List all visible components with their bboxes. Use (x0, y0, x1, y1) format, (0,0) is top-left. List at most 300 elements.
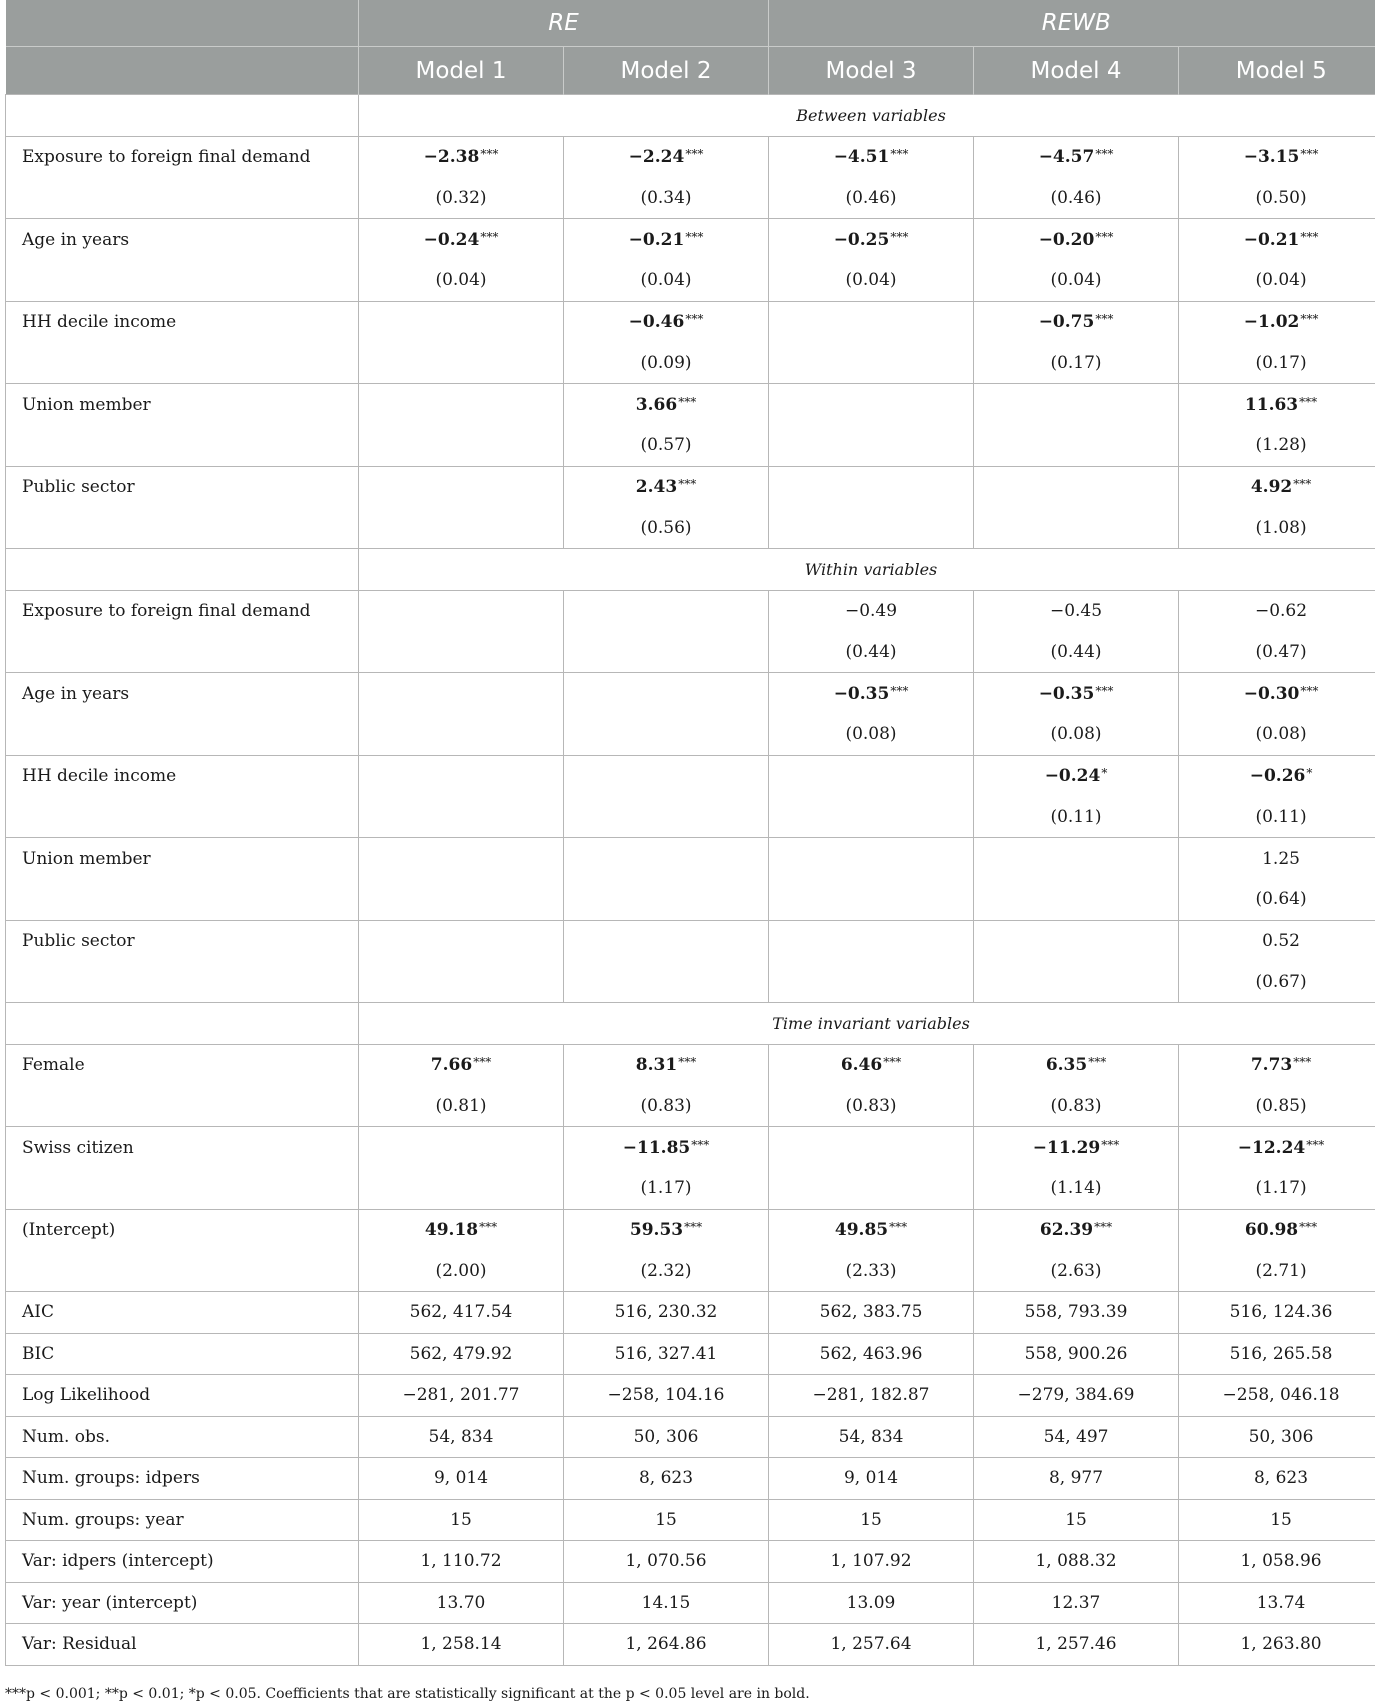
se-cell (359, 962, 564, 1003)
stat-cell (564, 1292, 769, 1334)
stat-row (6, 1416, 1375, 1458)
se-row (6, 962, 1375, 1003)
row-label-cell (6, 1375, 359, 1417)
row-label: AIC (22, 1302, 54, 1323)
se-value: (0.08) (1255, 724, 1307, 745)
se-value: (0.11) (1050, 806, 1102, 827)
se-cell (1179, 962, 1375, 1003)
significance-stars: *** (1299, 1220, 1318, 1234)
row-label-cell (6, 1127, 359, 1169)
se-value: (0.67) (1255, 971, 1307, 992)
stat-value: 13.09 (846, 1592, 896, 1613)
group-header-row (6, 0, 1375, 47)
se-value: (0.04) (1255, 270, 1307, 291)
header-blank (6, 0, 359, 47)
model-header: Model 4 (974, 47, 1179, 95)
stat-cell (359, 1624, 564, 1666)
significance-stars: * (1101, 766, 1108, 780)
row-label-cell (6, 590, 359, 632)
coef-cell (769, 920, 974, 962)
stat-value: −279, 384.69 (1017, 1385, 1135, 1406)
stat-value: 8, 623 (638, 1468, 694, 1489)
row-label: Var: year (intercept) (22, 1592, 198, 1613)
row-label: Var: idpers (intercept) (22, 1551, 214, 1572)
coef-cell (564, 1127, 769, 1169)
coef-cell (974, 1127, 1179, 1169)
se-cell (974, 879, 1179, 920)
se-value: (0.85) (1255, 1095, 1307, 1116)
se-cell (564, 425, 769, 466)
se-cell (1179, 260, 1375, 301)
stat-cell (974, 1375, 1179, 1417)
se-cell (1179, 178, 1375, 219)
se-cell (769, 797, 974, 838)
significance-stars: *** (1306, 1137, 1325, 1152)
se-value: (0.32) (435, 187, 487, 208)
stat-cell (359, 1292, 564, 1334)
significance-stars: *** (1088, 1055, 1107, 1069)
coef-cell (769, 301, 974, 343)
coef-value: 1.25 (1262, 848, 1300, 869)
se-cell (359, 1086, 564, 1127)
coef-cell (769, 755, 974, 797)
se-value: (0.57) (640, 435, 692, 456)
row-label-cell (6, 1499, 359, 1541)
row-label-spacer (6, 1251, 359, 1292)
stat-row (6, 1499, 1375, 1541)
significance-stars: *** (685, 312, 704, 326)
stat-cell (769, 1292, 974, 1334)
stat-value: 50, 306 (1248, 1426, 1314, 1447)
stat-cell (974, 1333, 1179, 1375)
section-title: Within variables (804, 559, 938, 579)
coef-cell (564, 301, 769, 343)
stat-cell (1179, 1416, 1375, 1458)
regression-table (5, 0, 1375, 1666)
stat-cell (769, 1582, 974, 1624)
coef-cell (974, 301, 1179, 343)
se-cell (564, 343, 769, 384)
coef-cell (564, 673, 769, 715)
stat-cell (359, 1582, 564, 1624)
row-label-cell (6, 1458, 359, 1500)
se-value: (0.44) (1050, 641, 1102, 662)
table-body (6, 95, 1375, 1666)
se-value: (0.04) (435, 270, 487, 291)
coef-value: 7.66 (430, 1055, 473, 1075)
coef-value: −1.02 (1243, 312, 1300, 332)
coef-row (6, 384, 1375, 426)
se-row (6, 1251, 1375, 1292)
se-cell (359, 178, 564, 219)
coef-cell (1179, 466, 1375, 508)
stat-cell (974, 1499, 1179, 1541)
coef-cell (769, 673, 974, 715)
stat-cell (1179, 1499, 1375, 1541)
section-blank-cell (6, 95, 359, 137)
coef-cell (564, 590, 769, 632)
row-label-cell (6, 384, 359, 426)
stat-value: 516, 265.58 (1229, 1343, 1333, 1364)
se-row (6, 178, 1375, 219)
stat-value: 15 (450, 1509, 472, 1530)
se-cell (1179, 714, 1375, 755)
coef-value: 49.85 (834, 1220, 889, 1240)
row-label-spacer (6, 879, 359, 920)
coef-row (6, 1209, 1375, 1251)
se-cell (564, 879, 769, 920)
coef-cell (769, 219, 974, 261)
se-row (6, 425, 1375, 466)
se-cell (769, 632, 974, 673)
se-row (6, 797, 1375, 838)
stat-value: −281, 182.87 (812, 1385, 930, 1406)
coef-value: −0.24 (423, 229, 480, 250)
stat-value: 14.15 (641, 1592, 691, 1613)
stat-row (6, 1458, 1375, 1500)
significance-stars: *** (685, 147, 704, 161)
row-label: Exposure to foreign final demand (22, 601, 311, 621)
row-label: Num. groups: year (22, 1509, 184, 1530)
se-value: (2.32) (640, 1260, 692, 1281)
coef-cell (974, 1044, 1179, 1086)
coef-cell (564, 466, 769, 508)
group-header-re: RE (359, 0, 769, 47)
significance-stars: *** (889, 1220, 908, 1234)
coef-cell (564, 1044, 769, 1086)
se-cell (974, 797, 1179, 838)
se-value: (0.11) (1255, 806, 1307, 827)
coef-cell (769, 384, 974, 426)
row-label-spacer (6, 1086, 359, 1127)
se-cell (359, 879, 564, 920)
se-value: (1.17) (1255, 1178, 1307, 1199)
section-row (6, 549, 1375, 591)
se-cell (974, 343, 1179, 384)
coef-cell (1179, 920, 1375, 962)
coef-cell (974, 755, 1179, 797)
stat-cell (564, 1624, 769, 1666)
stat-cell (359, 1416, 564, 1458)
coef-cell (564, 219, 769, 261)
stat-value: 558, 900.26 (1024, 1343, 1128, 1364)
coef-value: 8.31 (635, 1055, 678, 1075)
se-cell (769, 178, 974, 219)
significance-stars: *** (473, 1055, 492, 1069)
se-cell (359, 714, 564, 755)
stat-cell (769, 1541, 974, 1583)
row-label: Public sector (22, 477, 135, 497)
stat-value: 15 (655, 1509, 677, 1530)
stat-cell (1179, 1292, 1375, 1334)
row-label: Female (22, 1055, 85, 1075)
coef-value: −11.29 (1032, 1137, 1101, 1158)
section-title-cell (359, 95, 1375, 137)
coef-value: 62.39 (1039, 1220, 1094, 1240)
stat-value: 15 (1065, 1509, 1087, 1530)
coef-cell (974, 920, 1179, 962)
se-cell (974, 1086, 1179, 1127)
significance-stars: *** (480, 229, 499, 244)
stat-value: 516, 230.32 (614, 1302, 718, 1323)
stat-cell (359, 1375, 564, 1417)
row-label: Union member (22, 848, 151, 869)
se-cell (564, 178, 769, 219)
coef-value: 6.46 (840, 1055, 883, 1075)
coef-value: −0.24 (1044, 766, 1101, 786)
stat-value: 15 (860, 1509, 882, 1530)
stat-cell (1179, 1582, 1375, 1624)
se-cell (564, 260, 769, 301)
significance-stars: *** (890, 147, 909, 161)
section-title: Time invariant variables (772, 1013, 970, 1033)
coef-value: 6.35 (1045, 1055, 1088, 1075)
stat-value: 13.70 (436, 1592, 486, 1613)
se-cell (564, 797, 769, 838)
stat-value: −258, 104.16 (607, 1385, 725, 1406)
se-cell (1179, 508, 1375, 549)
row-label-cell (6, 1416, 359, 1458)
row-label-spacer (6, 714, 359, 755)
se-cell (564, 508, 769, 549)
row-label: Log Likelihood (22, 1385, 151, 1406)
coef-row (6, 838, 1375, 880)
row-label-cell (6, 838, 359, 880)
stat-value: 54, 497 (1043, 1426, 1109, 1447)
se-value: (0.56) (640, 517, 692, 538)
stat-value: 1, 257.64 (830, 1634, 912, 1655)
row-label-cell (6, 466, 359, 508)
significance-stars: *** (684, 1220, 703, 1234)
coef-cell (974, 219, 1179, 261)
coef-cell (564, 838, 769, 880)
se-value: (0.81) (435, 1095, 487, 1116)
row-label-spacer (6, 632, 359, 673)
se-cell (359, 260, 564, 301)
coef-cell (769, 1209, 974, 1251)
coef-cell (1179, 1127, 1375, 1169)
section-title: Between variables (796, 105, 946, 125)
stat-value: 1, 258.14 (420, 1634, 502, 1655)
stat-value: 8, 977 (1048, 1468, 1104, 1489)
significance-stars: *** (1095, 147, 1114, 161)
regression-table-container (5, 0, 1370, 1666)
se-value: (0.50) (1255, 187, 1307, 208)
stat-value: 54, 834 (838, 1426, 904, 1447)
coef-value: 2.43 (635, 477, 678, 497)
se-cell (359, 1251, 564, 1292)
row-label: Swiss citizen (22, 1137, 134, 1158)
coef-cell (359, 136, 564, 178)
se-cell (564, 632, 769, 673)
stat-cell (769, 1375, 974, 1417)
coef-cell (359, 1127, 564, 1169)
coef-cell (974, 384, 1179, 426)
stat-value: 8, 623 (1253, 1468, 1309, 1489)
se-value: (0.46) (1050, 187, 1102, 208)
section-row (6, 1003, 1375, 1045)
se-cell (1179, 1086, 1375, 1127)
se-cell (769, 1251, 974, 1292)
coef-cell (1179, 219, 1375, 261)
se-value: (0.17) (1255, 352, 1307, 373)
se-cell (769, 425, 974, 466)
stat-cell (1179, 1333, 1375, 1375)
significance-stars: *** (1293, 477, 1312, 491)
section-blank-cell (6, 1003, 359, 1045)
coef-value: −2.24 (628, 147, 685, 167)
coef-cell (1179, 1044, 1375, 1086)
row-label-cell (6, 136, 359, 178)
significance-stars: *** (1300, 147, 1319, 161)
coef-row (6, 219, 1375, 261)
coef-cell (769, 1127, 974, 1169)
coef-value: −11.85 (622, 1137, 691, 1158)
stat-row (6, 1624, 1375, 1666)
significance-stars: *** (1300, 312, 1319, 326)
se-row (6, 1086, 1375, 1127)
coef-cell (974, 673, 1179, 715)
se-value: (0.44) (845, 641, 897, 662)
coef-value: 59.53 (629, 1220, 684, 1240)
se-cell (1179, 632, 1375, 673)
se-value: (0.04) (640, 270, 692, 291)
row-label: Var: Residual (22, 1634, 137, 1655)
se-cell (564, 1086, 769, 1127)
stat-cell (564, 1499, 769, 1541)
coef-value: −0.75 (1038, 312, 1095, 332)
model-header-row (6, 47, 1375, 95)
se-cell (359, 425, 564, 466)
coef-value: −0.35 (1038, 683, 1095, 704)
stat-cell (974, 1541, 1179, 1583)
stat-value: 1, 070.56 (625, 1551, 707, 1572)
se-cell (769, 1168, 974, 1209)
stat-value: 1, 058.96 (1240, 1551, 1322, 1572)
se-value: (1.28) (1255, 435, 1307, 456)
row-label-cell (6, 1044, 359, 1086)
se-value: (0.34) (640, 187, 692, 208)
coef-value: 11.63 (1244, 394, 1299, 415)
row-label: Union member (22, 394, 151, 415)
stat-value: 12.37 (1051, 1592, 1101, 1613)
se-value: (1.17) (640, 1178, 692, 1199)
coef-cell (1179, 136, 1375, 178)
coef-value: −0.49 (844, 601, 898, 621)
coef-row (6, 755, 1375, 797)
coef-row (6, 920, 1375, 962)
row-label: (Intercept) (22, 1220, 116, 1240)
se-cell (1179, 343, 1375, 384)
row-label-spacer (6, 343, 359, 384)
significance-stars: *** (480, 147, 499, 161)
se-cell (769, 508, 974, 549)
se-cell (769, 1086, 974, 1127)
coef-cell (359, 1209, 564, 1251)
se-cell (974, 714, 1179, 755)
se-value: (2.33) (845, 1260, 897, 1281)
coef-value: 4.92 (1250, 477, 1293, 497)
stat-value: 516, 124.36 (1229, 1302, 1333, 1323)
model-header: Model 3 (769, 47, 974, 95)
model-header: Model 2 (564, 47, 769, 95)
se-cell (359, 632, 564, 673)
table-header (6, 0, 1375, 95)
coef-value: −0.45 (1049, 601, 1103, 621)
row-label-cell (6, 1582, 359, 1624)
stat-cell (1179, 1375, 1375, 1417)
row-label: BIC (22, 1343, 55, 1364)
stat-value: −258, 046.18 (1222, 1385, 1340, 1406)
group-header-rewb: REWB (769, 0, 1375, 47)
stat-cell (564, 1582, 769, 1624)
se-cell (564, 1251, 769, 1292)
row-label: Exposure to foreign final demand (22, 147, 311, 167)
coef-cell (564, 755, 769, 797)
coef-value: −0.35 (833, 683, 890, 704)
se-cell (769, 343, 974, 384)
se-row (6, 1168, 1375, 1209)
stat-value: 558, 793.39 (1024, 1302, 1128, 1323)
row-label-spacer (6, 1168, 359, 1209)
coef-cell (1179, 301, 1375, 343)
row-label-spacer (6, 962, 359, 1003)
stat-cell (974, 1458, 1179, 1500)
stat-cell (769, 1416, 974, 1458)
stat-row (6, 1541, 1375, 1583)
se-value: (2.71) (1255, 1260, 1307, 1281)
coef-value: −4.57 (1038, 147, 1095, 167)
se-value: (0.47) (1255, 641, 1307, 662)
coef-cell (769, 1044, 974, 1086)
row-label-cell (6, 673, 359, 715)
stat-row (6, 1333, 1375, 1375)
coef-value: 7.73 (1250, 1055, 1293, 1075)
coef-value: −0.46 (628, 312, 685, 332)
row-label: Public sector (22, 931, 135, 951)
coef-cell (564, 384, 769, 426)
se-cell (359, 1168, 564, 1209)
coef-row (6, 673, 1375, 715)
se-row (6, 260, 1375, 301)
coef-cell (1179, 673, 1375, 715)
coef-cell (974, 590, 1179, 632)
stat-value: 562, 479.92 (409, 1343, 513, 1364)
coef-cell (359, 673, 564, 715)
coef-value: −0.21 (1243, 229, 1300, 250)
coef-row (6, 590, 1375, 632)
stat-value: 516, 327.41 (614, 1343, 718, 1364)
stat-cell (769, 1624, 974, 1666)
coef-value: 60.98 (1244, 1220, 1299, 1240)
se-row (6, 632, 1375, 673)
stat-cell (359, 1333, 564, 1375)
row-label-cell (6, 1541, 359, 1583)
se-cell (974, 962, 1179, 1003)
stat-cell (974, 1582, 1179, 1624)
coef-cell (564, 136, 769, 178)
coef-row (6, 1044, 1375, 1086)
row-label-cell (6, 755, 359, 797)
stat-cell (564, 1416, 769, 1458)
row-label-spacer (6, 508, 359, 549)
coef-cell (359, 466, 564, 508)
row-label: Num. obs. (22, 1426, 110, 1447)
stat-cell (1179, 1541, 1375, 1583)
se-cell (769, 260, 974, 301)
coef-value: −4.51 (833, 147, 890, 167)
significance-stars: *** (678, 1055, 697, 1069)
